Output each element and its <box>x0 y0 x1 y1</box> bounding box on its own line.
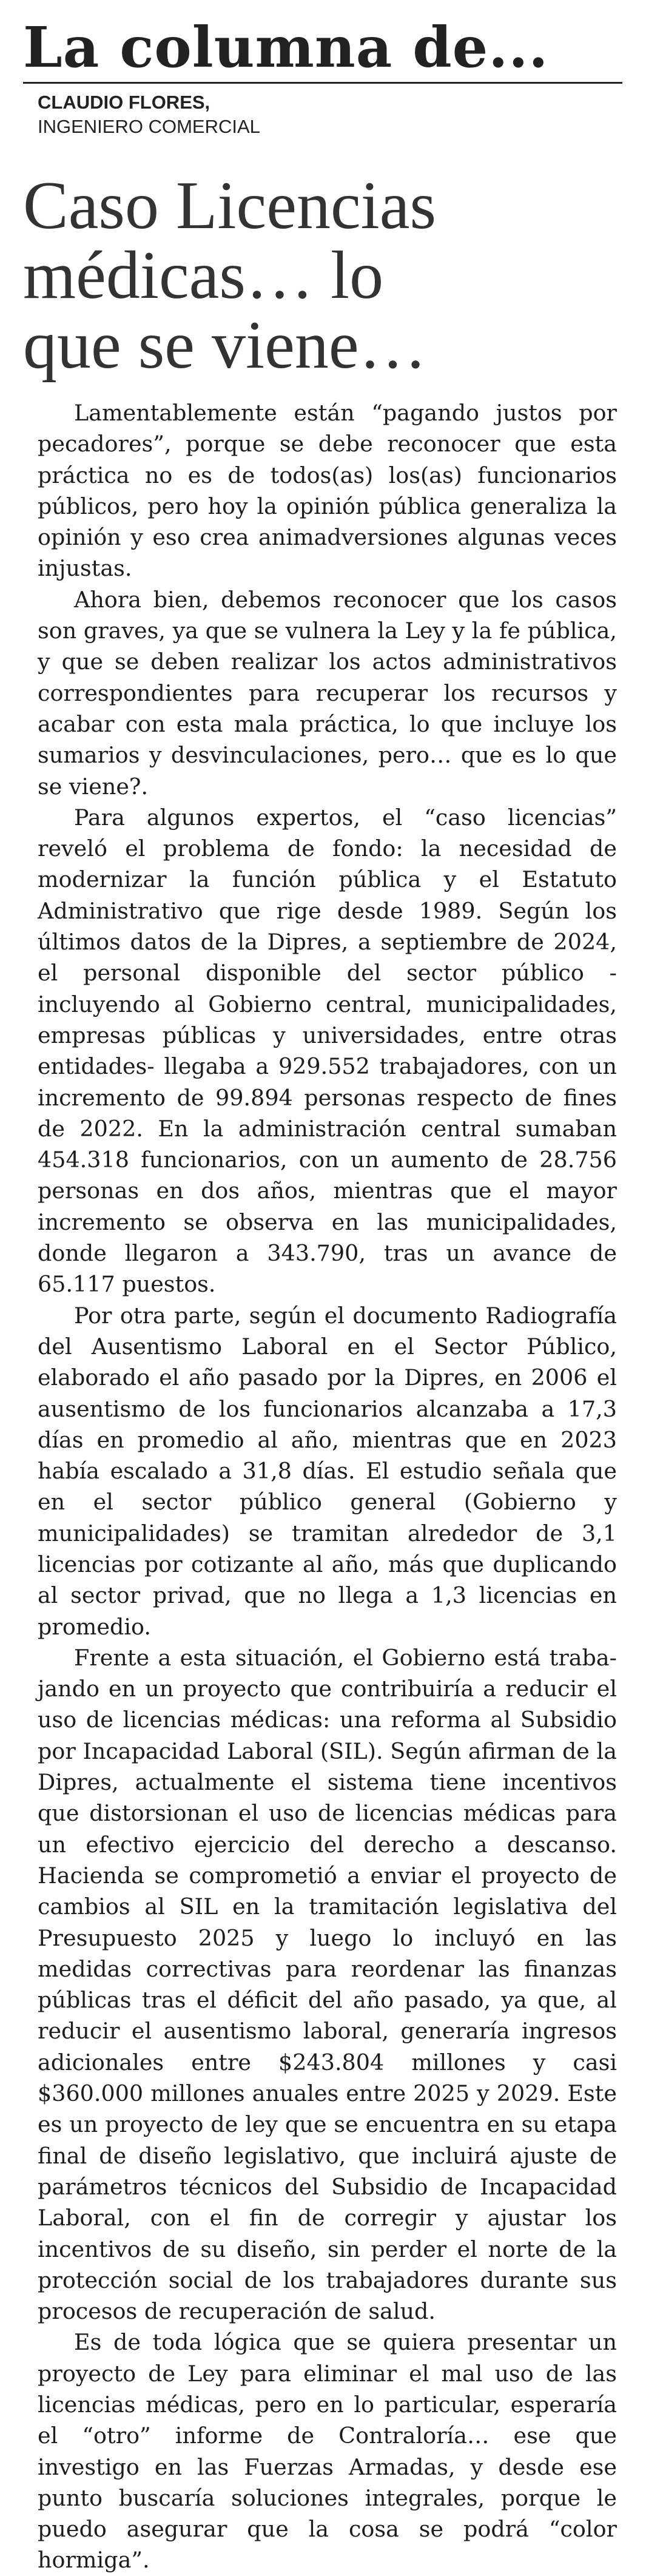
article-paragraph: Frente a esta situación, el Gobierno está trabajando en un proyecto que contribuiría a reducir el uso de licencias médicas: una reforma al Subsidio por Incapacidad Laboral (SIL). Según afirman de la Dipres, actualmente el sistema tiene incentivos que distorsionan el uso de licencias médicas para un efectivo ejercicio del derecho a descanso. Hacienda se comprometió a enviar el proyecto de cambios al SIL en la tramitación legislativa del Presupuesto 2025 y luego lo incluyó en las medidas correctivas para reordenar las finanzas públicas tras el déficit del año pasado, ya que, al reducir el ausentismo laboral, generaría ingresos adicionales entre $243.804 millones y casi $360.000 millones anuales entre 2025 y 2029. Este es un proyecto de ley que se encuentra en su etapa final de diseño legislativo, que incluirá ajuste de parámetros técnicos del Subsidio de Incapacidad Laboral, con el fin de corregir y ajustar los incentivos de su diseño, sin perder el norte de la protección social de los trabajadores durante sus procesos de recuperación de salud. <box>38 1644 617 2325</box>
column-title: La columna de... <box>23 15 549 80</box>
article-headline <box>23 168 630 383</box>
article-paragraph: Para algunos expertos, el “caso licencias” reveló el problema de fondo: la necesidad de modernizar la función pública y el Estatuto Administrativo que rige desde 1989. Según los últimos datos de la Dipres, a septiembre de 2024, el personal disponible del sector público -incluyendo al Gobierno central, municipalidades, empresas públicas y universidades, entre otras entidades- llegaba a 929.552 trabajadores, con un incremento de 99.894 personas respecto de fines de 2022. En la administración central sumaban 454.318 funcionarios, con un aumento de 28.756 personas en dos años, mientras que el mayor incremento se observa en las municipalidades, donde llegaron a 343.790, tras un avance de 65.117 puestos. <box>38 804 617 1298</box>
article-paragraph: Lamentablemente están “pagando justos por pecadores”, porque se debe reconocer que esta práctica no es de todos(as) los(as) funcionarios públicos, pero hoy la opinión pública generaliza la opinión y eso crea animadversiones algunas veces injustas. <box>38 400 617 582</box>
headline-line: Caso Licencias <box>23 168 437 243</box>
article-body <box>38 397 617 2576</box>
title-rule <box>23 82 622 84</box>
author-name: CLAUDIO FLORES, <box>38 92 210 113</box>
headline-line: médicas… lo <box>23 238 384 313</box>
article-paragraph: Por otra parte, según el documento Radiografía del Ausentismo Laboral en el Sector Público, elaborado el año pasado por la Dipres, en 2006 el ausentismo de los funcionarios alcanzaba a 17,3 días en promedio al año, mientras que en 2023 había escalado a 31,8 días. El estudio señala que en el sector público general (Gobierno y municipalidades) se tramitan alrededor de 3,1 licencias por cotizante al año, más que duplicando al sector privad, que no llega a 1,3 licencias en promedio. <box>38 1302 617 1640</box>
article-paragraph: Es de toda lógica que se quiera presentar un proyecto de Ley para eliminar el mal uso de las licencias médicas, pero en lo particular, esperaría el “otro” informe de Contraloría… ese que investigo en las Fuerzas Armadas, y desde ese punto buscaría soluciones integrales, porque le puedo asegurar que la cosa se podrá “color hormiga”. <box>38 2329 617 2574</box>
headline-line: que se viene… <box>23 308 427 383</box>
author-role: INGENIERO COMERCIAL <box>38 116 260 137</box>
article-paragraph: Ahora bien, debemos reconocer que los casos son graves, ya que se vulnera la Ley y la fe pública, y que se deben realizar los actos administrativos correspondientes para recuperar los recursos y acabar con esta mala práctica, lo que incluye los sumarios y desvinculaciones, pero… que es lo que se viene?. <box>38 586 617 800</box>
